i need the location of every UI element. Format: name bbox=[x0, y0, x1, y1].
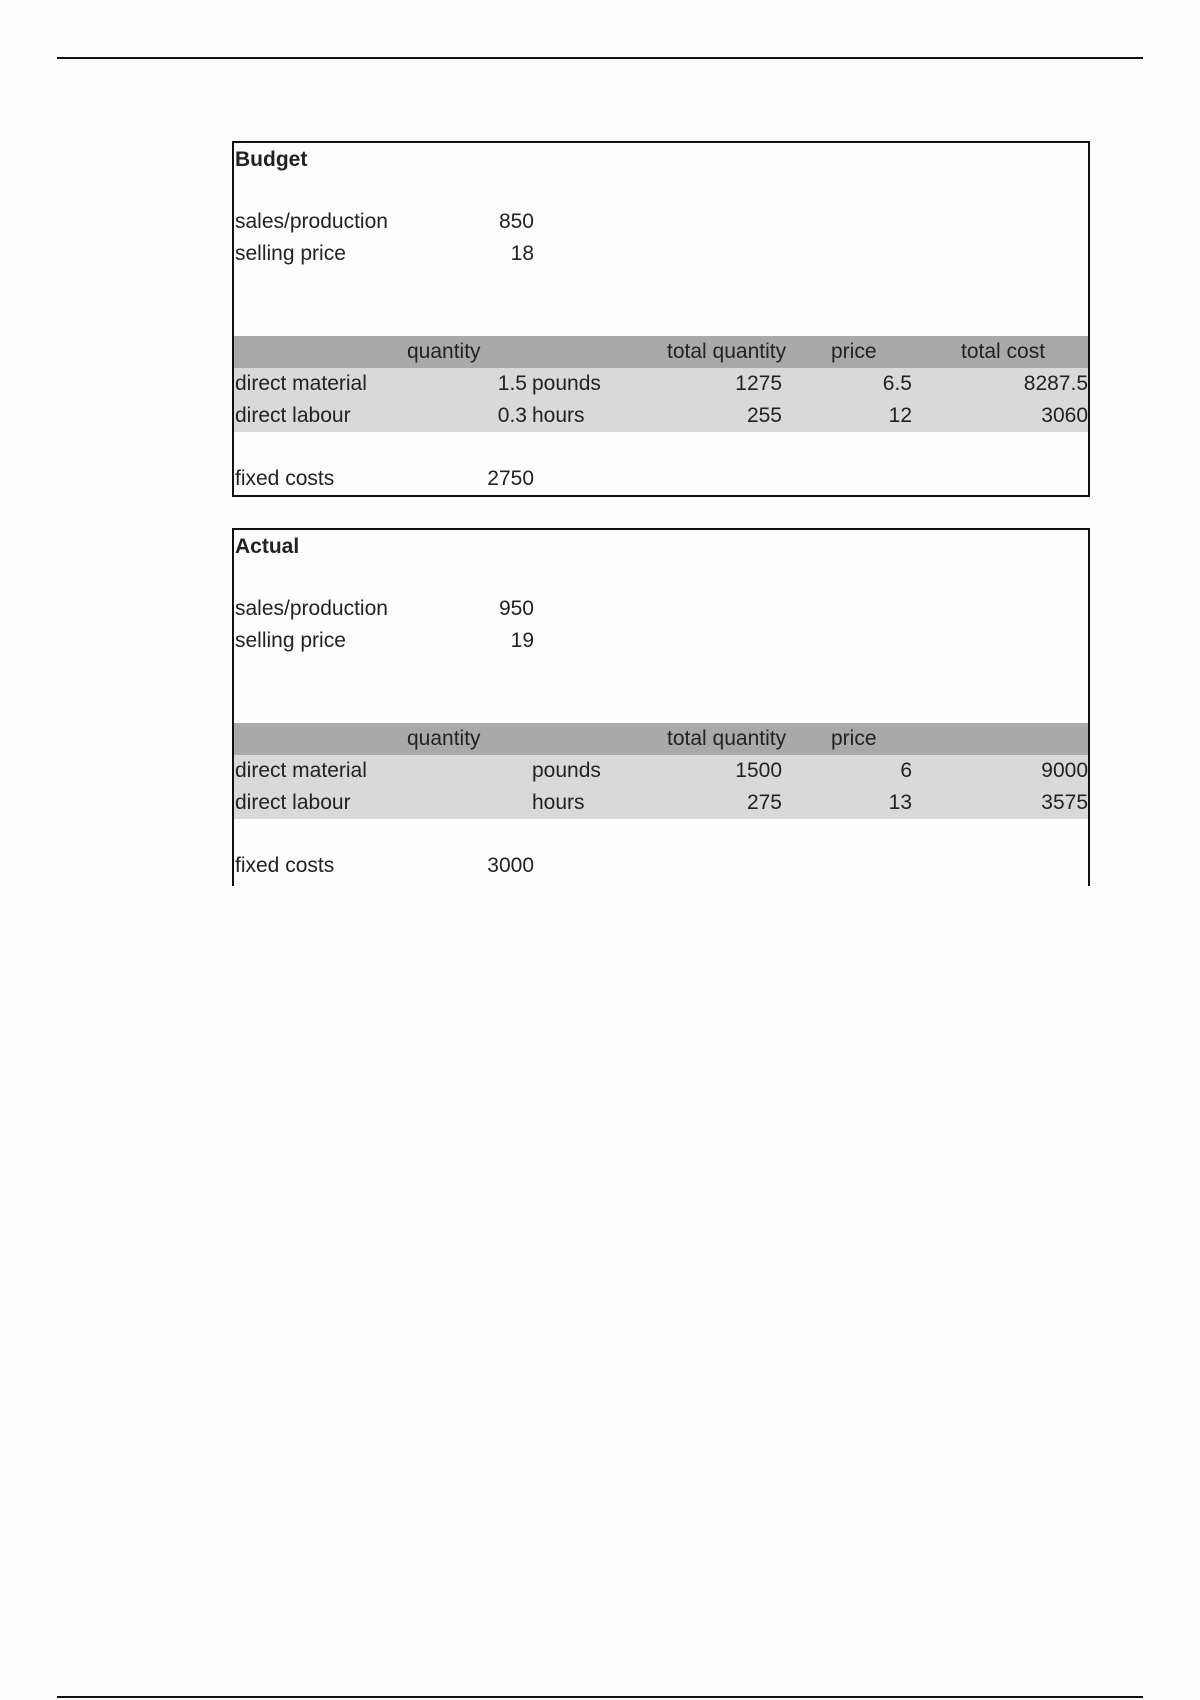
row-label: direct labour bbox=[235, 791, 351, 814]
page-top-rule bbox=[57, 57, 1143, 59]
budget-price-value: 18 bbox=[510, 242, 534, 265]
row-price: 12 bbox=[888, 404, 912, 427]
row-total-quantity: 1500 bbox=[735, 759, 782, 782]
actual-fixed-value: 3000 bbox=[487, 854, 534, 877]
table-row bbox=[234, 755, 1088, 787]
actual-price-label: selling price bbox=[235, 629, 346, 652]
actual-header-quantity: quantity bbox=[407, 727, 481, 750]
budget-header-quantity: quantity bbox=[407, 340, 481, 363]
budget-header-row bbox=[234, 336, 1088, 368]
actual-fixed-label: fixed costs bbox=[235, 854, 335, 877]
budget-sheet bbox=[232, 141, 1090, 497]
row-price: 6.5 bbox=[882, 372, 912, 395]
table-row bbox=[234, 787, 1088, 819]
budget-price-label: selling price bbox=[235, 242, 346, 265]
actual-title: Actual bbox=[235, 535, 300, 558]
actual-header-total-quantity: total quantity bbox=[667, 727, 787, 750]
actual-sales-label: sales/production bbox=[235, 597, 388, 620]
actual-price-value: 19 bbox=[510, 629, 534, 652]
row-price: 13 bbox=[888, 791, 912, 814]
budget-fixed-label: fixed costs bbox=[235, 467, 335, 490]
budget-header-total-cost: total cost bbox=[961, 340, 1046, 363]
actual-header-price: price bbox=[831, 727, 877, 750]
row-total-cost: 8287.5 bbox=[1023, 372, 1088, 395]
row-quantity: 0.3 bbox=[497, 404, 527, 427]
row-label: direct material bbox=[235, 759, 367, 782]
actual-header-row bbox=[234, 723, 1088, 755]
row-price: 6 bbox=[900, 759, 912, 782]
row-total-quantity: 1275 bbox=[735, 372, 782, 395]
table-row bbox=[234, 368, 1088, 400]
row-total-cost: 3060 bbox=[1041, 404, 1088, 427]
actual-sheet bbox=[232, 528, 1090, 886]
row-total-cost: 9000 bbox=[1041, 759, 1088, 782]
budget-sales-value: 850 bbox=[498, 210, 534, 233]
budget-title: Budget bbox=[235, 148, 308, 171]
budget-header-total-quantity: total quantity bbox=[667, 340, 787, 363]
actual-sales-value: 950 bbox=[498, 597, 534, 620]
row-total-quantity: 255 bbox=[746, 404, 782, 427]
table-row bbox=[234, 400, 1088, 432]
row-unit: pounds bbox=[532, 759, 601, 782]
row-total-quantity: 275 bbox=[746, 791, 782, 814]
row-unit: pounds bbox=[532, 372, 601, 395]
budget-header-price: price bbox=[831, 340, 877, 363]
page-bottom-rule bbox=[57, 1696, 1143, 1698]
row-quantity: 1.5 bbox=[497, 372, 527, 395]
row-label: direct labour bbox=[235, 404, 351, 427]
row-total-cost: 3575 bbox=[1041, 791, 1088, 814]
row-unit: hours bbox=[532, 791, 585, 814]
budget-sales-label: sales/production bbox=[235, 210, 388, 233]
row-unit: hours bbox=[532, 404, 585, 427]
row-label: direct material bbox=[235, 372, 367, 395]
budget-fixed-value: 2750 bbox=[487, 467, 534, 490]
